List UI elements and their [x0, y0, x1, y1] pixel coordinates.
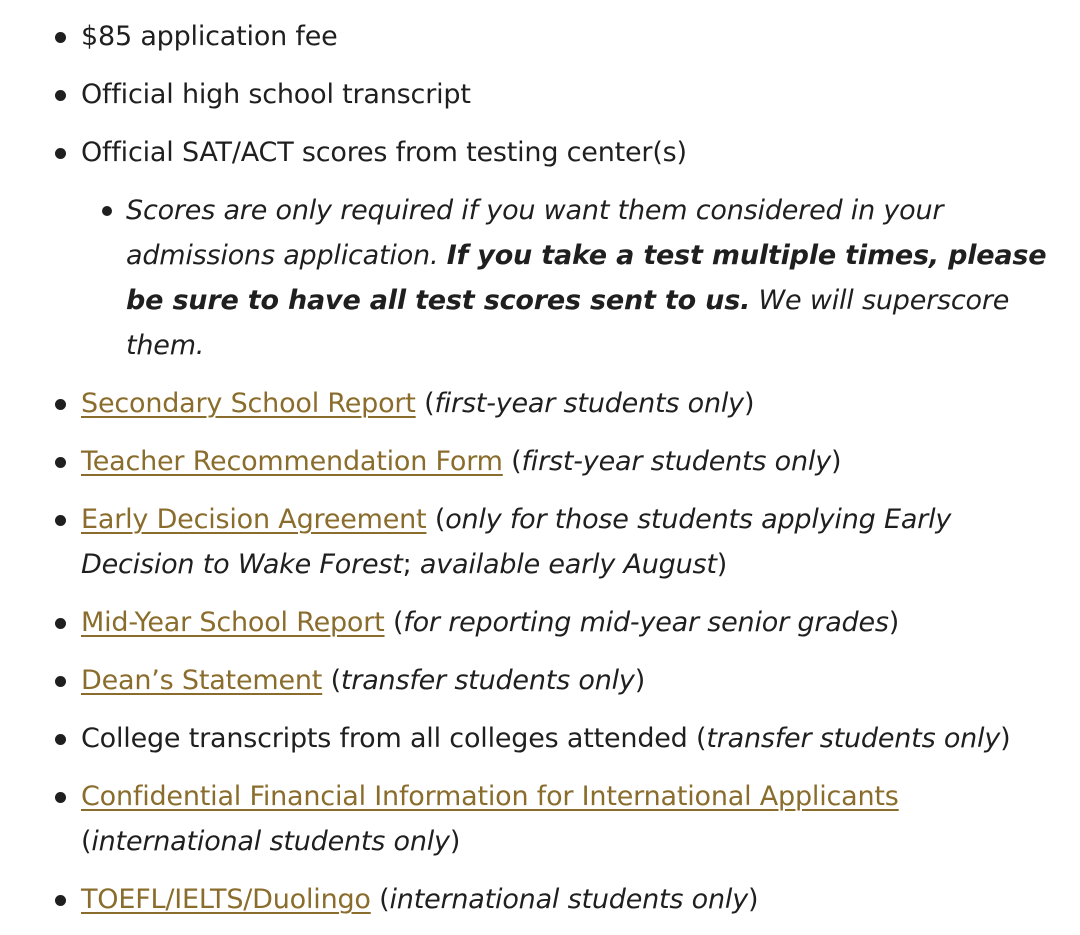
item-text: College transcripts from all colleges attended [81, 723, 696, 754]
list-item-teacher-recommendation [0, 439, 1060, 484]
list-item-college-transcripts [0, 716, 1060, 761]
list-item-international-financial-info [0, 774, 1060, 864]
list-item-sat-act-scores [0, 130, 1060, 368]
list-item-high-school-transcript [0, 72, 1060, 117]
item-note: (only for those students applying Early Decision to Wake Forest; available early August) [81, 504, 952, 580]
mid-year-school-report-link[interactable]: Mid-Year School Report [81, 607, 385, 638]
early-decision-agreement-link[interactable]: Early Decision Agreement [81, 504, 427, 535]
item-note: (for reporting mid-year senior grades) [392, 607, 900, 638]
list-item-deans-statement [0, 658, 1060, 703]
sat-act-sub-list [81, 188, 1060, 368]
item-note: (first-year students only) [424, 388, 755, 419]
list-item-application-fee [0, 14, 1060, 59]
application-requirements-list [0, 14, 1060, 935]
item-text: Official high school transcript [81, 79, 471, 110]
item-text: $85 application fee [81, 21, 338, 52]
list-item-secondary-school-report [0, 381, 1060, 426]
item-note: (transfer students only) [696, 723, 1011, 754]
item-note: (transfer students only) [330, 665, 646, 696]
score-note-emphasis: If you take a test multiple times, please be sure to have all test scores sent to us. [126, 240, 1047, 316]
sub-list-item-score-note [81, 188, 1060, 368]
item-note: (international students only) [81, 826, 461, 857]
confidential-financial-information-link[interactable]: Confidential Financial Information for International Applicants [81, 781, 899, 812]
list-item-early-decision-agreement [0, 497, 1060, 587]
score-note-text: Scores are only required if you want them considered in your admissions application. [126, 195, 944, 271]
item-note: (international students only) [379, 884, 759, 915]
list-item-mid-year-school-report [0, 600, 1060, 645]
item-text: Official SAT/ACT scores from testing center(s) [81, 137, 687, 168]
list-item-english-proficiency [0, 877, 1060, 922]
item-note: (first-year students only) [511, 446, 842, 477]
toefl-ielts-duolingo-link[interactable]: TOEFL/IELTS/Duolingo [81, 884, 371, 915]
deans-statement-link[interactable]: Dean’s Statement [81, 665, 323, 696]
secondary-school-report-link[interactable]: Secondary School Report [81, 388, 416, 419]
score-note-superscore: We will superscore them. [126, 285, 1010, 361]
teacher-recommendation-form-link[interactable]: Teacher Recommendation Form [81, 446, 503, 477]
